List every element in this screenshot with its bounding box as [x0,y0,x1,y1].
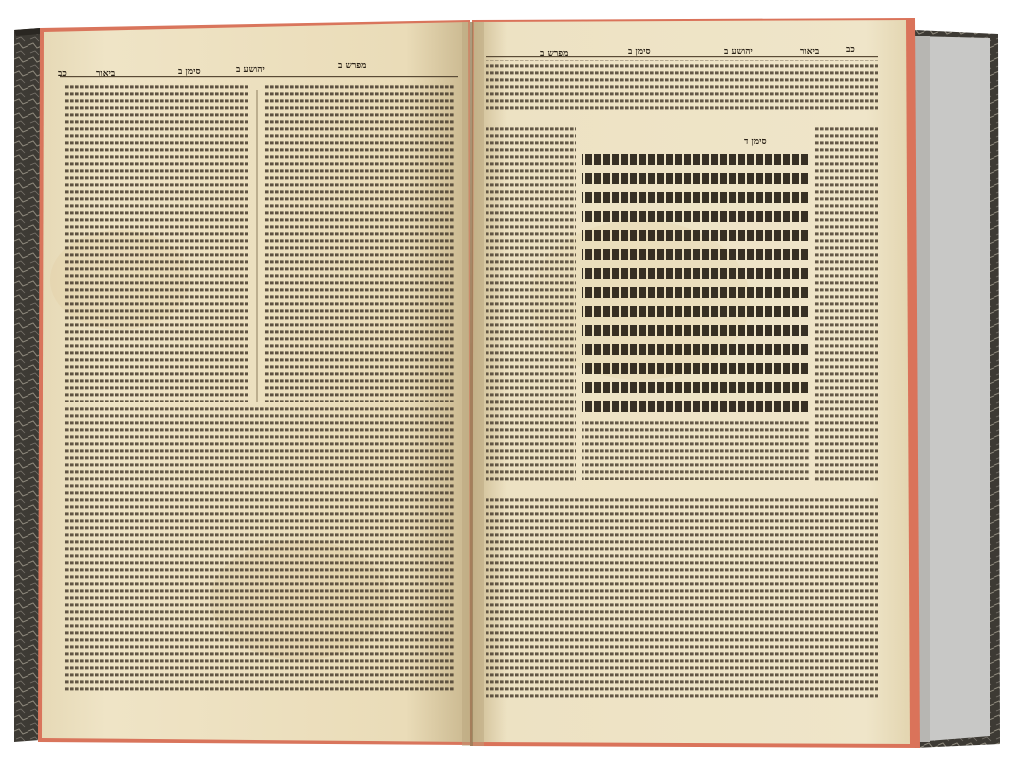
left-header-siman: סימן ב [178,67,201,77]
right-header-yehoshua: יהושע ב [724,47,753,57]
right-header-biur: ביאור [800,47,820,57]
left-header-biur: ביאור [96,69,116,79]
left-header-yehoshua: יהושע ב [236,65,265,75]
left-cover [14,28,40,742]
right-header-siman: סימן ב [628,47,651,57]
right-page [470,18,920,748]
left-header-mefaresh: מפרש ב [338,61,367,71]
left-page-number: כב [58,69,67,79]
right-page-number: כב [846,45,855,55]
right-section-label: סימן ד [744,137,767,147]
right-cover [915,30,1000,748]
right-header-mefaresh: מפרש ב [540,49,569,59]
left-page [38,20,472,745]
spine-gutter [462,22,484,746]
